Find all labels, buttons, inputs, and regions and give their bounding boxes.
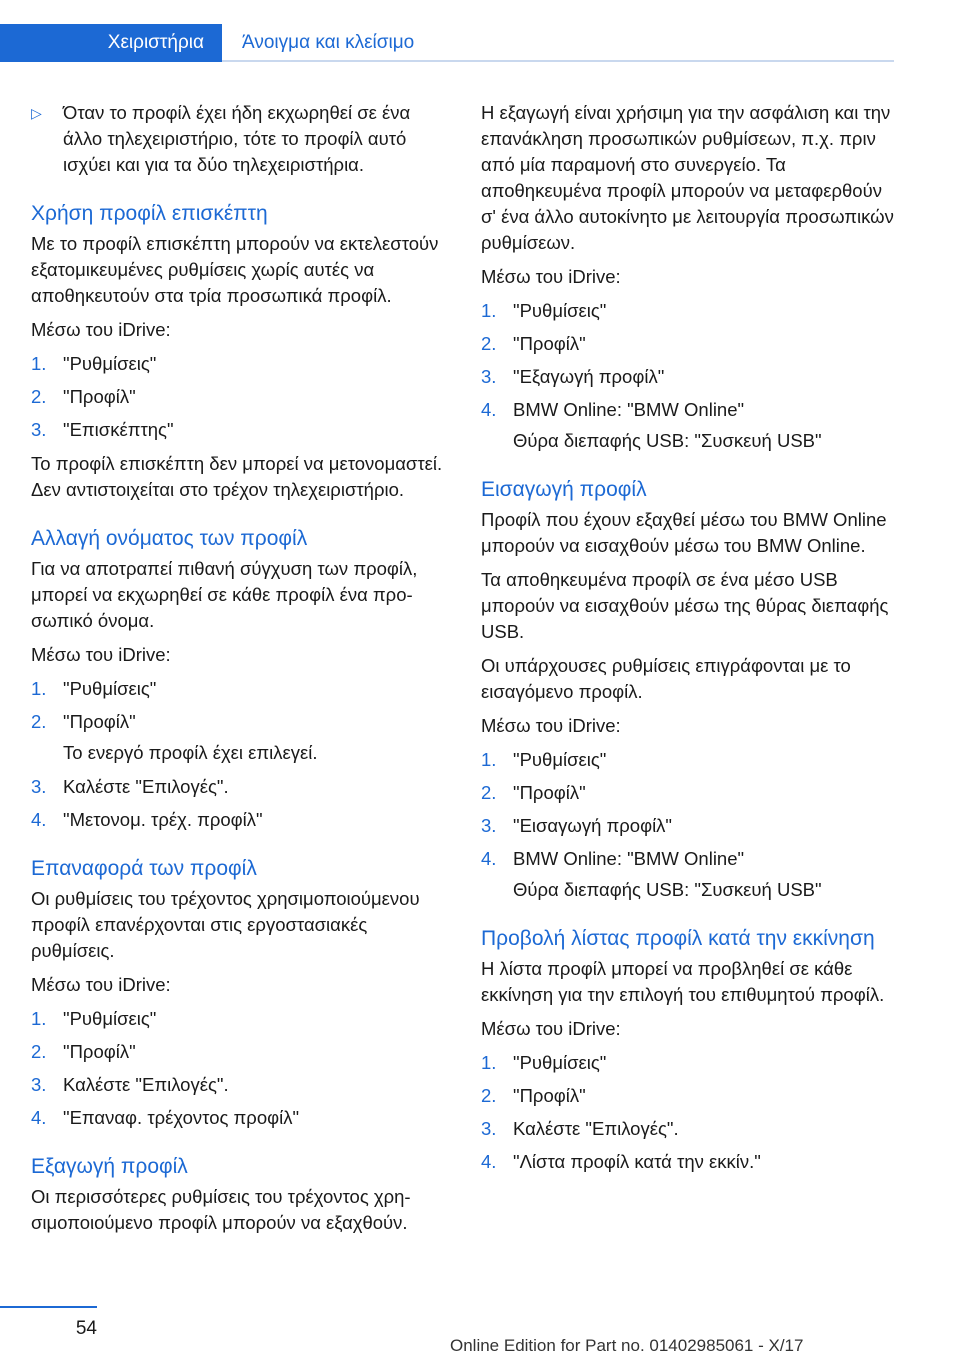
step-text: "Ρυθμίσεις": [513, 300, 607, 321]
paragraph: Μέσω του iDrive:: [481, 1018, 621, 1039]
step-text: "Ρυθμίσεις": [63, 1008, 157, 1029]
list-item: [31, 1006, 451, 1032]
step-text: "Προφίλ": [63, 1041, 136, 1062]
step-number: 3.: [481, 815, 497, 836]
step-text: "Λίστα προφίλ κατά την εκκίν.": [513, 1151, 761, 1172]
step-note: Θύρα διεπαφής USB: "Συσκευή USB": [513, 879, 822, 900]
page-header: [0, 0, 960, 64]
list-item: [31, 807, 451, 833]
step-number: 3.: [31, 776, 47, 797]
chapter-tab-label: Άνοιγμα και κλείσιμο: [242, 32, 415, 53]
list-item: [31, 384, 451, 410]
paragraph: Προφίλ που έχουν εξαχθεί μέσω του BMW Online μπορούν να εισαχθούν μέσω του BMW Online.: [481, 509, 887, 556]
step-number: 3.: [31, 1074, 47, 1095]
section-heading-rename-profiles: Αλλαγή ονόματος των προφίλ: [31, 527, 308, 550]
step-number: 1.: [31, 678, 47, 699]
paragraph: Οι ρυθμίσεις του τρέχοντος χρησιμοποιούμενου προφίλ επανέρχονται στις εργοστασιακές ρυθμίσεις.: [31, 888, 420, 961]
section-heading-profile-list-startup: Προβολή λίστας προφίλ κατά την εκκίνηση: [481, 927, 875, 950]
list-item: [481, 1149, 899, 1175]
paragraph: Μέσω του iDrive:: [31, 974, 171, 995]
step-number: 4.: [31, 809, 47, 830]
step-number: 1.: [481, 1052, 497, 1073]
footer-divider: [0, 1306, 97, 1308]
step-list: [31, 351, 451, 443]
paragraph: Μέσω του iDrive:: [31, 319, 171, 340]
list-item: [481, 747, 899, 773]
step-text: "Προφίλ": [63, 386, 136, 407]
list-item: [481, 364, 899, 390]
list-item: [481, 298, 899, 324]
section-heading-import-profile: Εισαγωγή προφίλ: [481, 478, 647, 501]
step-text: Καλέστε "Επιλογές".: [63, 776, 229, 797]
paragraph: Τα αποθηκευμένα προφίλ σε ένα μέσο USB μπορούν να εισαχθούν μέσω της θύρας διεπαφής USB.: [481, 569, 889, 642]
step-text: "Ρυθμίσεις": [513, 1052, 607, 1073]
list-item: [481, 813, 899, 839]
step-text: "Ρυθμίσεις": [63, 353, 157, 374]
paragraph: Η εξαγωγή είναι χρήσιμη για την ασφάλιση και την επανάκληση προσωπικών ρυθμίσεων, π.χ. πριν από μία παραμονή στο συνεργείο. Τα αποθηκευμένα προφίλ μπορούν να μεταφερθούν σ' ένα άλλο αυτοκίνητο με λειτουργία προσωπικών ρυθμίσεων.: [481, 102, 894, 253]
triangle-bullet-icon: ▷: [31, 105, 42, 121]
section-heading-guest-profile: Χρήση προφίλ επισκέπτη: [31, 202, 268, 225]
page-number: 54: [75, 1318, 97, 1339]
step-number: 4.: [481, 1151, 497, 1172]
step-list: [481, 298, 899, 454]
list-item: [481, 1116, 899, 1142]
step-number: 4.: [31, 1107, 47, 1128]
step-text: "Εισαγωγή προφίλ": [513, 815, 673, 836]
paragraph: Οι υπάρχουσες ρυθμίσεις επιγράφονται με το εισαγόμενο προφίλ.: [481, 655, 851, 702]
step-number: 2.: [31, 1041, 47, 1062]
list-item: [31, 676, 451, 702]
section-heading-reset-profiles: Επαναφορά των προφίλ: [31, 857, 257, 880]
paragraph: Με το προφίλ επισκέπτη μπορούν να εκτελεστούν εξατομικευμένες ρυθμίσεις χωρίς αυτές να αποθηκευτούν στα τρία προσωπικά προφίλ.: [31, 233, 439, 306]
step-text: Καλέστε "Επιλογές".: [63, 1074, 229, 1095]
paragraph: Μέσω του iDrive:: [31, 644, 171, 665]
step-text: BMW Online: "BMW Online": [513, 848, 745, 869]
paragraph: Η λίστα προφίλ μπορεί να προβληθεί σε κάθε εκκίνηση για την επιλογή του επιθυμητού προφίλ.: [481, 958, 885, 1005]
step-number: 2.: [481, 333, 497, 354]
section-tab-controls[interactable]: [0, 24, 222, 62]
edition-footer: Online Edition for Part no. 01402985061 - X/17: [450, 1336, 804, 1355]
step-text: "Προφίλ": [513, 782, 586, 803]
step-text: "Επισκέπτης": [63, 419, 174, 440]
list-item: [481, 397, 899, 423]
list-item: [31, 1072, 451, 1098]
list-item: [481, 331, 899, 357]
step-number: 2.: [31, 711, 47, 732]
step-text: BMW Online: "BMW Online": [513, 399, 745, 420]
paragraph: Οι περισσότερες ρυθμίσεις του τρέχοντος χρησιμοποιούμενο προφίλ μπορούν να εξαχθούν.: [31, 1186, 411, 1233]
step-number: 1.: [481, 749, 497, 770]
step-list: [481, 747, 899, 903]
step-text: "Προφίλ": [63, 711, 136, 732]
right-column: [481, 100, 899, 1183]
list-item: [31, 1039, 451, 1065]
step-number: 2.: [481, 782, 497, 803]
step-list: [481, 1050, 899, 1175]
step-number: 2.: [31, 386, 47, 407]
step-text: "Ρυθμίσεις": [513, 749, 607, 770]
step-text: "Επαναφ. τρέχοντος προφίλ": [63, 1107, 300, 1128]
section-heading-export-profile: Εξαγωγή προφίλ: [31, 1155, 188, 1178]
step-text: "Μετονομ. τρέχ. προφίλ": [63, 809, 263, 830]
section-tab-label: Χειριστήρια: [107, 32, 204, 53]
paragraph: Μέσω του iDrive:: [481, 266, 621, 287]
step-note: Το ενεργό προφίλ έχει επιλεγεί.: [63, 742, 318, 763]
step-list: [31, 676, 451, 833]
paragraph: Για να αποτραπεί πιθανή σύγχυση των προφίλ, μπορεί να εκχωρηθεί σε κάθε προφίλ ένα προσωπικό όνομα.: [31, 558, 418, 631]
step-number: 3.: [31, 419, 47, 440]
list-item: [31, 417, 451, 443]
step-note: Θύρα διεπαφής USB: "Συσκευή USB": [513, 430, 822, 451]
list-item: [31, 774, 451, 800]
step-text: Καλέστε "Επιλογές".: [513, 1118, 679, 1139]
chapter-tab-opening-closing[interactable]: [224, 24, 894, 62]
step-list: [31, 1006, 451, 1131]
note-text: Όταν το προφίλ έχει ήδη εκχωρηθεί σε ένα άλλο τηλεχειριστήριο, τότε το προφίλ αυτό ισχύει και για τα δύο τηλεχειριστήρια.: [63, 102, 411, 175]
step-text: "Προφίλ": [513, 333, 586, 354]
triangle-note: [31, 100, 451, 178]
step-number: 3.: [481, 1118, 497, 1139]
step-number: 1.: [481, 300, 497, 321]
paragraph: Μέσω του iDrive:: [481, 715, 621, 736]
list-item: [481, 1083, 899, 1109]
step-text: "Ρυθμίσεις": [63, 678, 157, 699]
step-number: 1.: [31, 1008, 47, 1029]
list-item: [31, 1105, 451, 1131]
paragraph: Το προφίλ επισκέπτη δεν μπορεί να μετονομαστεί. Δεν αντιστοιχείται στο τρέχον τηλεχειριστήριο.: [31, 453, 443, 500]
step-number: 3.: [481, 366, 497, 387]
step-number: 4.: [481, 399, 497, 420]
list-item: [481, 846, 899, 872]
list-item: [481, 780, 899, 806]
left-column: [31, 100, 451, 1244]
header-divider: [222, 60, 894, 62]
step-text: "Εξαγωγή προφίλ": [513, 366, 665, 387]
step-text: "Προφίλ": [513, 1085, 586, 1106]
list-item: [31, 709, 451, 735]
list-item: [31, 351, 451, 377]
list-item: [481, 1050, 899, 1076]
step-number: 4.: [481, 848, 497, 869]
step-number: 1.: [31, 353, 47, 374]
step-number: 2.: [481, 1085, 497, 1106]
